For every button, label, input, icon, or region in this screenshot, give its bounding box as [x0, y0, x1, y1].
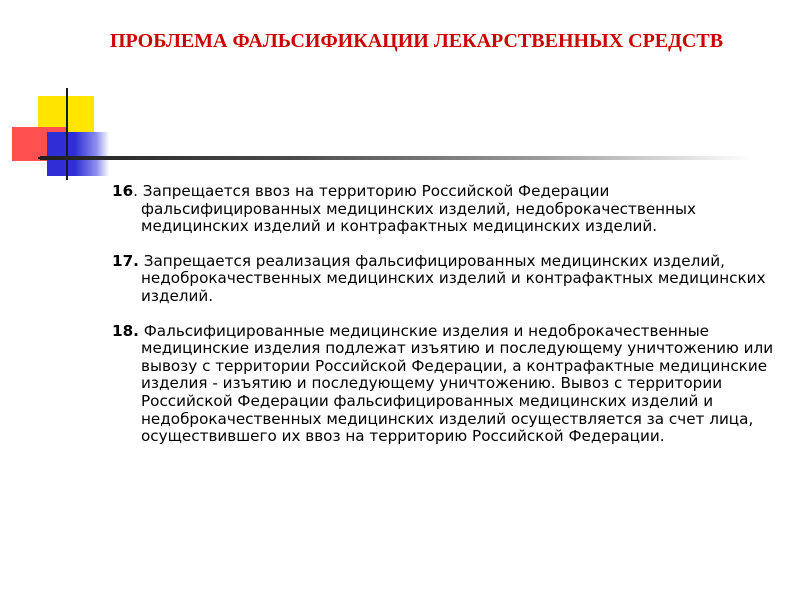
paragraph-number: 16 [112, 182, 134, 200]
vertical-accent-line [66, 88, 68, 180]
paragraph-18 [112, 323, 777, 446]
paragraph-16 [112, 183, 777, 236]
blue-square-decoration [47, 132, 109, 176]
slide-body [112, 183, 777, 463]
paragraph-text: Запрещается реализация фальсифицированных медицинских изделий, недоброкачественных медицинских изделий и контрафактных медицинских изделий. [138, 251, 766, 305]
paragraph-17 [112, 253, 777, 306]
paragraph-text: Фальсифицированные медицинские изделия и недоброкачественные медицинские изделия подлежат изъятию и последующему уничтожению или вывозу с территории Российской Федерации, а контрафактные медицинские изделия - изъятию и последующему уничтожению. Вывоз с территории Российской Федерации фальсифицированных медицинских изделий и недоброкачественных медицинских изделий осуществляется за счет лица, осуществившего их ввоз на территорию Российской Федерации. [138, 321, 774, 446]
paragraph-number: 18. [112, 321, 139, 340]
paragraph-number: 17. [112, 251, 139, 270]
slide-title: ПРОБЛЕМА ФАЛЬСИФИКАЦИИ ЛЕКАРСТВЕННЫХ СРЕДСТВ [110, 30, 724, 52]
paragraph-text: . Запрещается ввоз на территорию Российской Федерации фальсифицированных медицинских изделий, недоброкачественных медицинских изделий и контрафактных медицинских изделий. [133, 182, 696, 236]
title-divider [40, 156, 750, 160]
